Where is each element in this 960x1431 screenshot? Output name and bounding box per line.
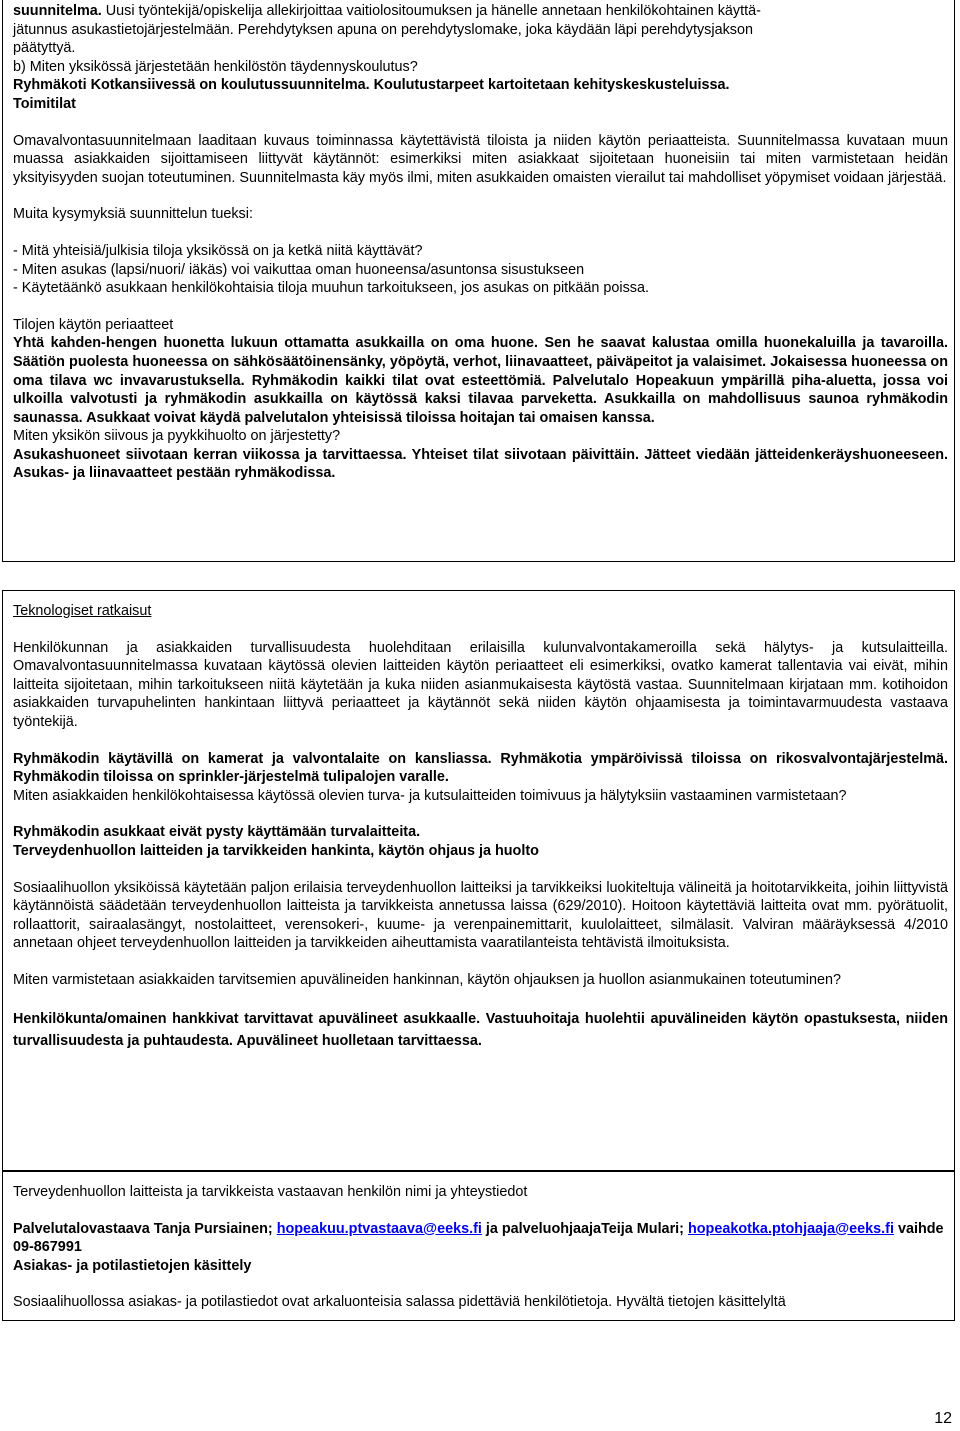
technology-section xyxy=(2,590,955,1171)
asiakas-description: Sosiaalihuollossa asiakas- ja potilastiedot ovat arkaluonteisia salassa pidettäviä henkilötietoja. Hyvältä tietojen käsittelyltä xyxy=(13,1294,786,1311)
toimitilat-heading: Toimitilat xyxy=(13,95,76,112)
training-question: b) Miten yksikössä järjestetään henkilöstön täydennyskoulutus? xyxy=(13,58,418,75)
orientation-text-3: päätyttyä. xyxy=(13,40,76,57)
orientation-text-1: Uusi työntekijä/opiskelija allekirjoittaa vaitiolositoumuksen ja hänelle annetaan henkilökohtainen käyttä- xyxy=(101,3,761,19)
turva-question: Miten asiakkaiden henkilökohtaisessa käytössä olevien turva- ja kutsulaitteiden toimivuus ja hälytyksiin vastaaminen varmistetaan? xyxy=(13,787,847,804)
email-link-ptohjaaja[interactable]: hopeakotka.ptohjaaja@eeks.fi xyxy=(687,1220,894,1237)
apuvaline-question: Miten varmistetaan asiakkaiden tarvitsemien apuvälineiden hankinnan, käytön ohjauksen ja huollon asianmukainen toteutuminen? xyxy=(13,971,841,988)
muita-heading: Muita kysymyksiä suunnittelun tueksi: xyxy=(13,206,253,223)
tilojen-heading: Tilojen käytön periaatteet xyxy=(13,316,174,333)
turva-answer: Ryhmäkodin asukkaat eivät pysty käyttämään turvalaitteita. xyxy=(13,824,421,841)
page-number: 12 xyxy=(934,1410,952,1427)
muita-question-3: - Käytetäänkö asukkaan henkilökohtaisia tiloja muuhun tarkoitukseen, jos asukas on pitkään poissa. xyxy=(13,280,649,297)
email-link-ptvastaava[interactable]: hopeakuu.ptvastaava@eeks.fi xyxy=(276,1220,482,1237)
orientation-lead-word: suunnitelma. xyxy=(13,3,102,19)
tekno-heading: Teknologiset ratkaisut xyxy=(13,603,152,619)
siivous-question: Miten yksikön siivous ja pyykkihuolto on järjestetty? xyxy=(13,428,341,445)
siivous-answer: Asukashuoneet siivotaan kerran viikossa ja tarvittaessa. Yhteiset tilat siivotaan päivittäin. Jätteet viedään jätteidenkeräyshuoneeseen. Asukas- ja liinavaatteet pestään ryhmäkodissa. xyxy=(13,446,948,482)
terveys-description: Sosiaalihuollon yksiköissä käytetään paljon erilaisia terveydenhuollon laitteiksi ja tarvikkeiksi luokiteltuja välineitä ja hoitotarvikkeita, joihin liittyvistä käytännöistä säädetään terveydenhuollon laitteista ja tarvikkeista annetussa laissa (629/2010). Hoitoon käytettäviä laitteita ovat mm. pyörätuolit, rollaattorit, sairaalasängyt, nostolaitteet, verensokeri-, kuume- ja verenpainemittarit, kuulolaitteet, silmälasit. Valviran määräyksessä 4/2010 annetaan ohjeet terveydenhuollon laitteiden ja tarvikkeiden aiheuttamista vaaratilanteista tehtävistä ilmoituksista. xyxy=(13,879,948,952)
asiakas-heading: Asiakas- ja potilastietojen käsittely xyxy=(13,1257,252,1274)
muita-question-2: - Miten asukas (lapsi/nuori/ iäkäs) voi vaikuttaa oman huoneensa/asuntonsa sisustukseen xyxy=(13,261,585,278)
contact-text-1: Palvelutalovastaava Tanja Pursiainen; xyxy=(13,1220,277,1237)
tilojen-answer: Yhtä kahden-hengen huonetta lukuun ottamatta asukkailla on oma huone. Sen he saavat kalustaa omilla huonekaluilla ja tavaroilla. Säätiön puolesta huoneessa on sähkösäätöinensänky, yöpöytä, verhot, liinavaatteet, päiväpeitot ja valaisimet. Jokaisessa huoneessa on oma tilava wc invavarustuksella. Ryhmäkodin kaikki tilat ovat esteettömiä. Palvelutalo Hopeakuun ympärillä piha-aluetta, jossa voi ulkoilla valvotusti ja ryhmäkodin asukkailla on käytössä kaksi tilavaa parveketta. Asukkailla on mahdollisuus saunoa ryhmäkodin saunassa. Asukkaat voivat käydä palvelutalon yhteisissä tiloissa hoitajan tai omaisen kanssa. xyxy=(13,335,948,426)
staff-and-premises-section xyxy=(2,0,955,562)
tekno-description: Henkilökunnan ja asiakkaiden turvallisuudesta huolehditaan erilaisilla kulunvalvontakameroilla sekä hälytys- ja kutsulaitteilla. Omavalvontasuunnitelmassa kuvataan käytössä olevien laitteiden käytön periaatteet eli esimerkiksi, ovatko kamerat tallentavia vai eivät, mihin laitteita sijoitetaan, mihin tarkoitukseen niitä käytetään ja kuka niiden asianmukaisesta käytöstä vastaa. Suunnitelmaan kirjataan mm. kotihoidon asiakkaiden turvapuhelinten hankintaan liittyvä periaatteet ja käytännöt sekä niiden käytön ohjaamisesta ja toimintavarmuudesta vastaava työntekijä. xyxy=(13,639,948,730)
terveys-heading: Terveydenhuollon laitteiden ja tarvikkeiden hankinta, käytön ohjaus ja huolto xyxy=(13,842,539,859)
tekno-answer: Ryhmäkodin käytävillä on kamerat ja valvontalaite on kansliassa. Ryhmäkotia ympäröivissä tiloissa on rikosvalvontajärjestelmä. Ryhmäkodin tiloissa on sprinkler-järjestelmä tulipalojen varalle. xyxy=(13,750,948,786)
contact-answer xyxy=(13,1220,948,1257)
apuvaline-answer: Henkilökunta/omainen hankkivat tarvittavat apuvälineet asukkaalle. Vastuuhoitaja huolehtii apuvälineiden käytön opastuksesta, niiden turvallisuudesta ja puhtaudesta. Apuvälineet huolletaan tarvittaessa. xyxy=(13,1010,948,1049)
orientation-text-2: jätunnus asukastietojärjestelmään. Perehdytyksen apuna on perehdytyslomake, joka käydään läpi perehdytysjakson xyxy=(13,21,753,38)
toimitilat-description: Omavalvontasuunnitelmaan laaditaan kuvaus toiminnassa käytettävistä tiloista ja niiden käytön periaatteista. Suunnitelmassa kuvataan muun muassa asiakkaiden sijoittamiseen liittyvät käytännöt: esimerkiksi miten asiakkaat sijoitetaan huoneisiin tai miten varmistetaan heidän yksityisyyden suojan toteutuminen. Suunnitelmasta käy myös ilmi, miten asukkaiden omaisten vierailut tai mahdolliset yöpymiset voidaan järjestää. xyxy=(13,132,948,186)
contact-section xyxy=(2,1171,955,1321)
training-answer: Ryhmäkoti Kotkansiivessä on koulutussuunnitelma. Koulutustarpeet kartoitetaan kehityskeskusteluissa. xyxy=(13,77,730,94)
orientation-paragraph xyxy=(13,2,948,58)
contact-text-2: ja palveluohjaajaTeija Mulari; xyxy=(481,1220,688,1237)
vastaava-question: Terveydenhuollon laitteista ja tarvikkeista vastaavan henkilön nimi ja yhteystiedot xyxy=(13,1184,528,1200)
muita-question-1: - Mitä yhteisiä/julkisia tiloja yksikössä on ja ketkä niitä käyttävät? xyxy=(13,242,423,259)
contact-text-3: vaihde 09-867991 xyxy=(13,1220,944,1256)
